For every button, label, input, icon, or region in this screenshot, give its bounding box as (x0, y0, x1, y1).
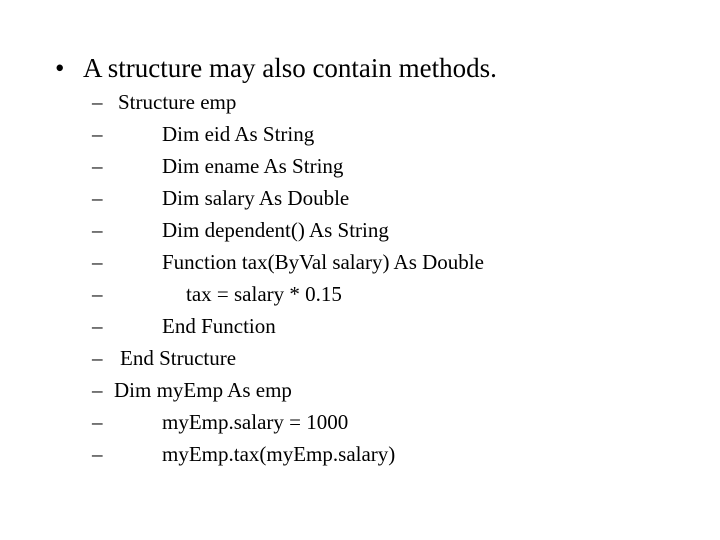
code-text: End Structure (120, 346, 237, 370)
code-line-9 (92, 342, 484, 374)
code-text: Function tax(ByVal salary) As Double (162, 250, 484, 274)
code-text: Dim salary As Double (162, 186, 350, 210)
code-text: Dim ename As String (162, 154, 344, 178)
dash-icon: – (92, 154, 103, 178)
code-text: myEmp.salary = 1000 (162, 410, 349, 434)
dash-icon: – (92, 282, 103, 306)
main-bullet (55, 52, 497, 84)
code-line-4 (92, 182, 484, 214)
code-line-6 (92, 246, 484, 278)
dash-icon: – (92, 378, 103, 402)
code-line-8 (92, 310, 484, 342)
dash-icon: – (92, 410, 103, 434)
code-line-5 (92, 214, 484, 246)
code-text: Structure emp (118, 90, 237, 114)
dash-icon: – (92, 442, 103, 466)
code-text: Dim dependent() As String (162, 218, 389, 242)
dash-icon: – (92, 218, 103, 242)
code-text: Dim eid As String (162, 122, 315, 146)
code-line-3 (92, 150, 484, 182)
bullet-heading: A structure may also contain methods. (83, 53, 497, 83)
dash-icon: – (92, 314, 103, 338)
dash-icon: – (92, 346, 103, 370)
code-line-7 (92, 278, 484, 310)
code-list (92, 86, 484, 470)
code-line-2 (92, 118, 484, 150)
code-line-1 (92, 86, 484, 118)
code-text: End Function (162, 314, 276, 338)
code-line-12 (92, 438, 484, 470)
dash-icon: – (92, 250, 103, 274)
dash-icon: – (92, 122, 103, 146)
dash-icon: – (92, 186, 103, 210)
code-line-10 (92, 374, 484, 406)
dash-icon: – (92, 90, 103, 114)
code-text: myEmp.tax(myEmp.salary) (162, 442, 396, 466)
bullet-icon: • (55, 53, 65, 83)
code-text: tax = salary * 0.15 (186, 282, 342, 306)
code-text: Dim myEmp As emp (114, 378, 292, 402)
code-line-11 (92, 406, 484, 438)
